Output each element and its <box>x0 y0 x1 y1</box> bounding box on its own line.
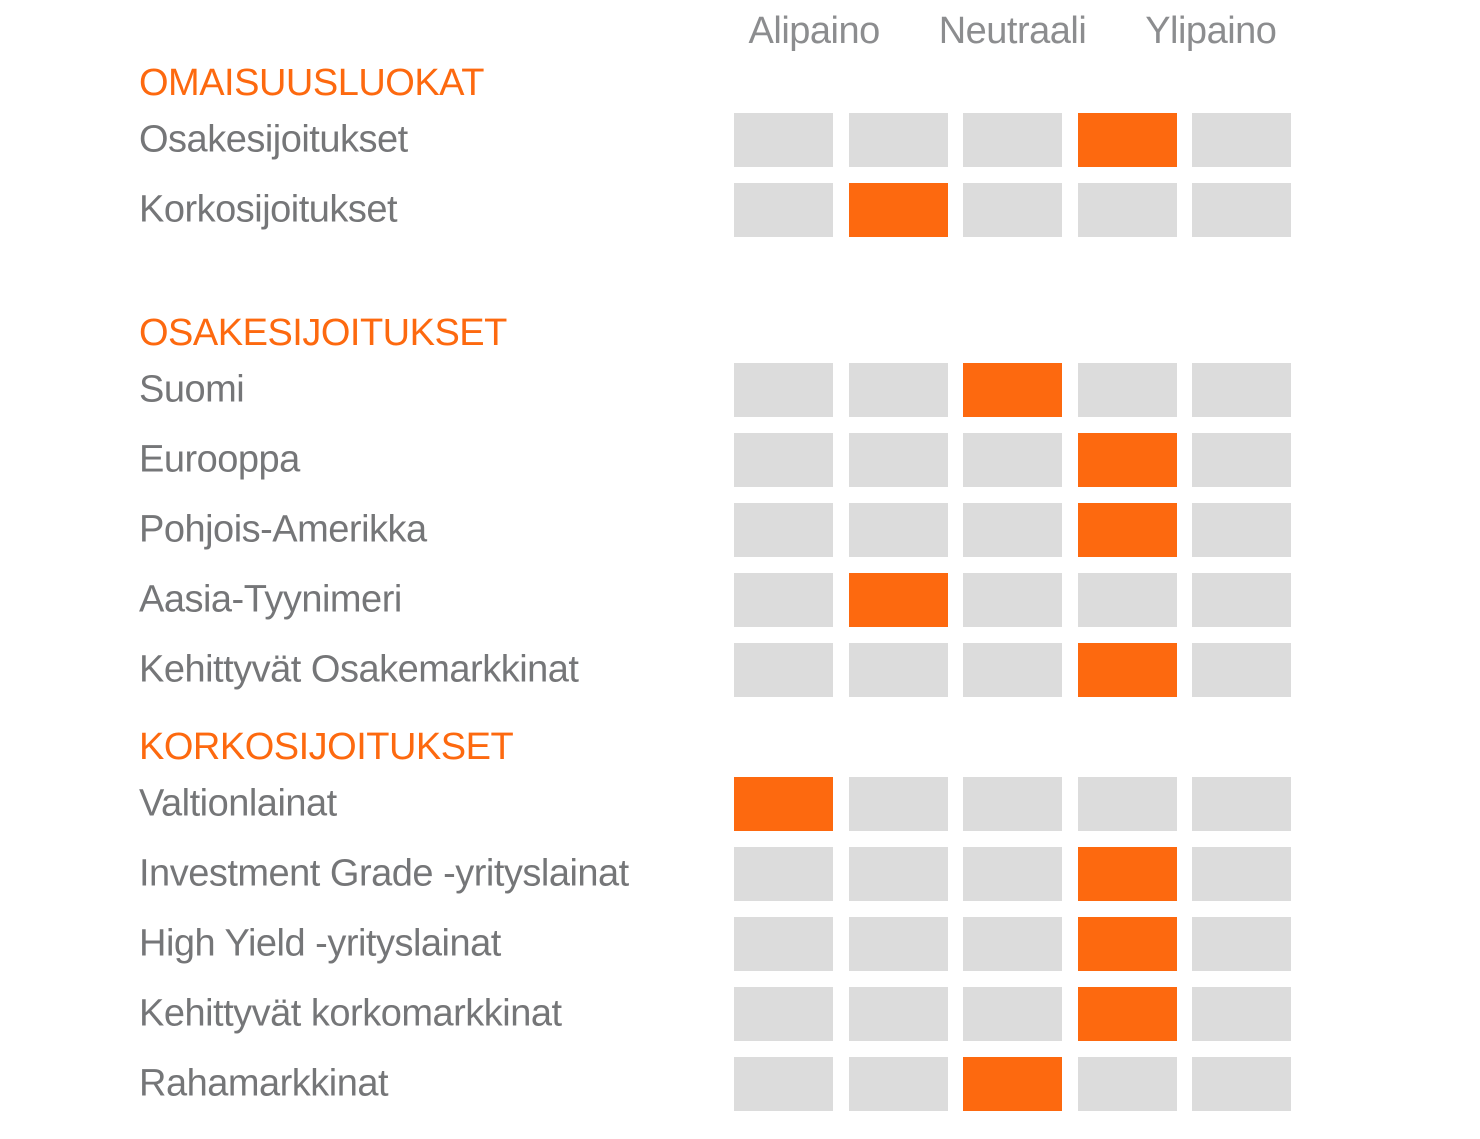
rating-cells <box>734 183 1291 237</box>
table-row <box>0 847 1480 901</box>
rating-cell <box>963 987 1062 1041</box>
rating-cell <box>1078 1057 1177 1111</box>
section-title: OSAKESIJOITUKSET <box>139 312 507 354</box>
rating-cells <box>734 433 1291 487</box>
row-label: Suomi <box>139 368 245 411</box>
rating-cell <box>1192 1057 1291 1111</box>
row-label: Valtionlainat <box>139 782 337 825</box>
rating-cell <box>1192 113 1291 167</box>
rating-cell <box>1192 363 1291 417</box>
rating-cell <box>734 847 833 901</box>
rating-cell <box>963 433 1062 487</box>
rating-cell <box>849 777 948 831</box>
table-row <box>0 183 1480 237</box>
rating-cell <box>1192 183 1291 237</box>
section-title: KORKOSIJOITUKSET <box>139 726 514 768</box>
rating-cell <box>1192 643 1291 697</box>
table-row <box>0 917 1480 971</box>
rating-cell-selected <box>1078 987 1177 1041</box>
rating-cell <box>734 987 833 1041</box>
rating-cell-selected <box>849 183 948 237</box>
rating-cell <box>734 433 833 487</box>
rating-cell-selected <box>1078 503 1177 557</box>
table-row <box>0 987 1480 1041</box>
rating-cell <box>963 643 1062 697</box>
rating-cell <box>734 113 833 167</box>
row-label: Osakesijoitukset <box>139 118 408 161</box>
table-row <box>0 777 1480 831</box>
rating-cell <box>963 917 1062 971</box>
row-label: Pohjois-Amerikka <box>139 508 427 551</box>
rating-cell <box>849 433 948 487</box>
table-row <box>0 113 1480 167</box>
rating-cell-selected <box>1078 847 1177 901</box>
rating-cell <box>1078 573 1177 627</box>
rating-cells <box>734 363 1291 417</box>
rating-cells <box>734 503 1291 557</box>
rating-cell <box>963 183 1062 237</box>
rating-cell <box>1192 777 1291 831</box>
table-row <box>0 643 1480 697</box>
row-label: High Yield -yrityslainat <box>139 922 501 965</box>
rating-cell-selected <box>849 573 948 627</box>
section-osakesijoitukset <box>0 314 1480 713</box>
rating-cells <box>734 1057 1291 1111</box>
rating-cell <box>734 917 833 971</box>
rating-cell <box>849 1057 948 1111</box>
rating-cell <box>849 113 948 167</box>
rating-cell-selected <box>1078 917 1177 971</box>
row-label: Aasia-Tyynimeri <box>139 578 402 621</box>
table-row <box>0 573 1480 627</box>
rating-cell <box>1078 777 1177 831</box>
rating-cell <box>849 987 948 1041</box>
rating-cell <box>734 643 833 697</box>
rating-cell <box>734 1057 833 1111</box>
rating-cell <box>1192 917 1291 971</box>
rating-cell <box>1192 847 1291 901</box>
rating-cells <box>734 917 1291 971</box>
rating-cells <box>734 847 1291 901</box>
section-title: OMAISUUSLUOKAT <box>139 62 484 104</box>
rating-cells <box>734 113 1291 167</box>
rating-cells <box>734 643 1291 697</box>
section-korkosijoitukset <box>0 728 1480 1127</box>
rating-cell <box>734 503 833 557</box>
row-label: Kehittyvät Osakemarkkinat <box>139 648 579 691</box>
scale-header <box>715 9 1310 53</box>
rating-cell <box>849 847 948 901</box>
rating-cell-selected <box>1078 643 1177 697</box>
rating-cell <box>963 573 1062 627</box>
scale-label-ylipaino: Ylipaino <box>1145 10 1277 52</box>
rating-cell <box>963 503 1062 557</box>
rating-cell-selected <box>1078 433 1177 487</box>
rating-cell <box>1192 987 1291 1041</box>
rating-cell <box>963 847 1062 901</box>
scale-label-neutraali: Neutraali <box>938 10 1087 52</box>
rating-cell <box>1192 503 1291 557</box>
rating-cells <box>734 777 1291 831</box>
row-label: Investment Grade -yrityslainat <box>139 852 629 895</box>
rating-cell <box>734 183 833 237</box>
table-row <box>0 1057 1480 1111</box>
rating-cell <box>1192 573 1291 627</box>
rating-cell-selected <box>1078 113 1177 167</box>
table-row <box>0 503 1480 557</box>
rating-cells <box>734 573 1291 627</box>
scale-label-alipaino: Alipaino <box>748 10 880 52</box>
rating-cell <box>1078 363 1177 417</box>
rating-cell <box>849 503 948 557</box>
section-omaisuusluokat <box>0 64 1480 253</box>
rating-cell-selected <box>963 1057 1062 1111</box>
row-label: Eurooppa <box>139 438 300 481</box>
rating-cell <box>1192 433 1291 487</box>
table-row <box>0 433 1480 487</box>
table-row <box>0 363 1480 417</box>
rating-cell <box>1078 183 1177 237</box>
rating-cell <box>849 643 948 697</box>
rating-cell <box>963 777 1062 831</box>
rating-cell <box>849 363 948 417</box>
rating-cell-selected <box>963 363 1062 417</box>
rating-cell <box>734 573 833 627</box>
rating-cell <box>734 363 833 417</box>
row-label: Kehittyvät korkomarkkinat <box>139 992 562 1035</box>
rating-cell <box>849 917 948 971</box>
row-label: Korkosijoitukset <box>139 188 398 231</box>
row-label: Rahamarkkinat <box>139 1062 389 1105</box>
rating-cell <box>963 113 1062 167</box>
rating-cells <box>734 987 1291 1041</box>
rating-cell-selected <box>734 777 833 831</box>
